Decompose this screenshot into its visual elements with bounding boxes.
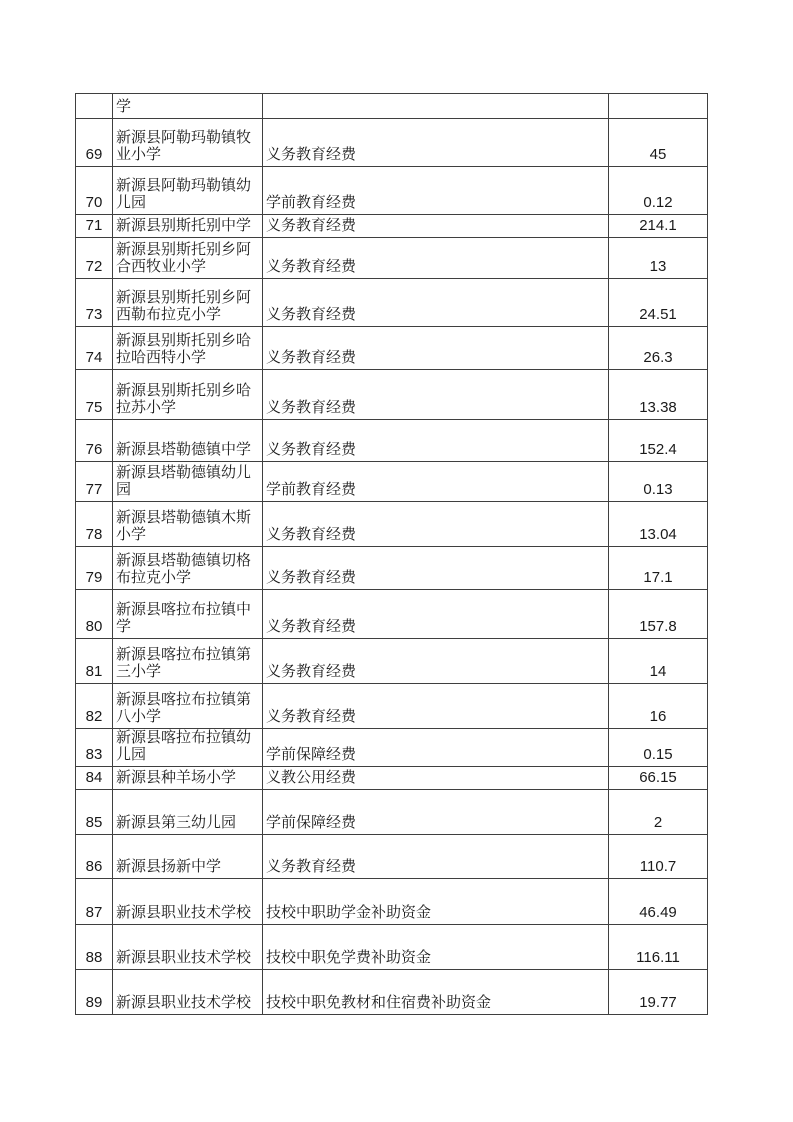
- amount-cell: 19.77: [609, 970, 708, 1015]
- school-name-cell: 新源县别斯托别乡阿合西牧业小学: [113, 238, 263, 279]
- school-name-cell: 新源县喀拉布拉镇中学: [113, 590, 263, 639]
- funding-type-cell: 学前保障经费: [263, 729, 609, 767]
- school-name-cell: 新源县第三幼儿园: [113, 790, 263, 835]
- table-row: [76, 879, 708, 925]
- table-row: [76, 790, 708, 835]
- row-number-cell: 70: [76, 167, 113, 215]
- funding-type-cell: 义务教育经费: [263, 215, 609, 238]
- row-number-cell: [76, 94, 113, 119]
- table-row: [76, 370, 708, 420]
- school-name-cell: 新源县喀拉布拉镇第三小学: [113, 639, 263, 684]
- table-row: [76, 684, 708, 729]
- amount-cell: 214.1: [609, 215, 708, 238]
- school-name-cell: 新源县职业技术学校: [113, 970, 263, 1015]
- funding-type-cell: [263, 94, 609, 119]
- school-name-cell: 新源县塔勒德镇切格布拉克小学: [113, 547, 263, 590]
- school-funding-table: [75, 93, 708, 1015]
- amount-cell: 17.1: [609, 547, 708, 590]
- amount-cell: 0.13: [609, 462, 708, 502]
- school-name-cell: 新源县扬新中学: [113, 835, 263, 879]
- amount-cell: 16: [609, 684, 708, 729]
- funding-type-cell: 义务教育经费: [263, 835, 609, 879]
- school-name-cell: 学: [113, 94, 263, 119]
- table-row: [76, 835, 708, 879]
- funding-type-cell: 义务教育经费: [263, 590, 609, 639]
- amount-cell: [609, 94, 708, 119]
- funding-type-cell: 义务教育经费: [263, 684, 609, 729]
- table-row: [76, 119, 708, 167]
- school-name-cell: 新源县职业技术学校: [113, 879, 263, 925]
- school-name-cell: 新源县别斯托别乡阿西勒布拉克小学: [113, 279, 263, 327]
- row-number-cell: 81: [76, 639, 113, 684]
- funding-type-cell: 义务教育经费: [263, 420, 609, 462]
- funding-type-cell: 学前保障经费: [263, 790, 609, 835]
- amount-cell: 110.7: [609, 835, 708, 879]
- table-row: [76, 767, 708, 790]
- row-number-cell: 73: [76, 279, 113, 327]
- row-number-cell: 84: [76, 767, 113, 790]
- amount-cell: 66.15: [609, 767, 708, 790]
- school-name-cell: 新源县塔勒德镇中学: [113, 420, 263, 462]
- funding-type-cell: 义务教育经费: [263, 547, 609, 590]
- amount-cell: 116.11: [609, 925, 708, 970]
- funding-type-cell: 义务教育经费: [263, 502, 609, 547]
- funding-type-cell: 义务教育经费: [263, 119, 609, 167]
- table-body: [76, 94, 708, 1015]
- table-row: [76, 547, 708, 590]
- table-row: [76, 238, 708, 279]
- funding-type-cell: 技校中职助学金补助资金: [263, 879, 609, 925]
- table-row: [76, 502, 708, 547]
- row-number-cell: 88: [76, 925, 113, 970]
- row-number-cell: 83: [76, 729, 113, 767]
- amount-cell: 26.3: [609, 327, 708, 370]
- row-number-cell: 82: [76, 684, 113, 729]
- school-name-cell: 新源县别斯托别乡哈拉苏小学: [113, 370, 263, 420]
- funding-type-cell: 学前教育经费: [263, 167, 609, 215]
- funding-type-cell: 义务教育经费: [263, 279, 609, 327]
- school-name-cell: 新源县阿勒玛勒镇幼儿园: [113, 167, 263, 215]
- row-number-cell: 78: [76, 502, 113, 547]
- funding-type-cell: 学前教育经费: [263, 462, 609, 502]
- school-name-cell: 新源县喀拉布拉镇幼儿园: [113, 729, 263, 767]
- row-number-cell: 77: [76, 462, 113, 502]
- funding-type-cell: 义务教育经费: [263, 238, 609, 279]
- table-row: [76, 215, 708, 238]
- table-row: [76, 279, 708, 327]
- row-number-cell: 74: [76, 327, 113, 370]
- table-row: [76, 729, 708, 767]
- row-number-cell: 86: [76, 835, 113, 879]
- funding-type-cell: 义务教育经费: [263, 639, 609, 684]
- amount-cell: 46.49: [609, 879, 708, 925]
- table-row: [76, 327, 708, 370]
- row-number-cell: 80: [76, 590, 113, 639]
- table-row: [76, 590, 708, 639]
- funding-type-cell: 技校中职免学费补助资金: [263, 925, 609, 970]
- school-name-cell: 新源县职业技术学校: [113, 925, 263, 970]
- amount-cell: 0.12: [609, 167, 708, 215]
- funding-type-cell: 技校中职免教材和住宿费补助资金: [263, 970, 609, 1015]
- amount-cell: 2: [609, 790, 708, 835]
- school-name-cell: 新源县塔勒德镇幼儿园: [113, 462, 263, 502]
- amount-cell: 152.4: [609, 420, 708, 462]
- row-number-cell: 69: [76, 119, 113, 167]
- table-row: [76, 462, 708, 502]
- school-name-cell: 新源县塔勒德镇木斯小学: [113, 502, 263, 547]
- row-number-cell: 76: [76, 420, 113, 462]
- school-name-cell: 新源县种羊场小学: [113, 767, 263, 790]
- row-number-cell: 72: [76, 238, 113, 279]
- amount-cell: 14: [609, 639, 708, 684]
- row-number-cell: 89: [76, 970, 113, 1015]
- school-name-cell: 新源县喀拉布拉镇第八小学: [113, 684, 263, 729]
- row-number-cell: 79: [76, 547, 113, 590]
- amount-cell: 13.38: [609, 370, 708, 420]
- school-name-cell: 新源县阿勒玛勒镇牧业小学: [113, 119, 263, 167]
- table-row: [76, 94, 708, 119]
- table-row: [76, 420, 708, 462]
- row-number-cell: 75: [76, 370, 113, 420]
- amount-cell: 13.04: [609, 502, 708, 547]
- table-row: [76, 639, 708, 684]
- school-name-cell: 新源县别斯托别乡哈拉哈西特小学: [113, 327, 263, 370]
- table-row: [76, 970, 708, 1015]
- school-name-cell: 新源县别斯托别中学: [113, 215, 263, 238]
- row-number-cell: 85: [76, 790, 113, 835]
- row-number-cell: 71: [76, 215, 113, 238]
- amount-cell: 24.51: [609, 279, 708, 327]
- funding-type-cell: 义务教育经费: [263, 327, 609, 370]
- amount-cell: 157.8: [609, 590, 708, 639]
- amount-cell: 45: [609, 119, 708, 167]
- amount-cell: 0.15: [609, 729, 708, 767]
- table-row: [76, 167, 708, 215]
- row-number-cell: 87: [76, 879, 113, 925]
- amount-cell: 13: [609, 238, 708, 279]
- funding-type-cell: 义教公用经费: [263, 767, 609, 790]
- funding-type-cell: 义务教育经费: [263, 370, 609, 420]
- table-row: [76, 925, 708, 970]
